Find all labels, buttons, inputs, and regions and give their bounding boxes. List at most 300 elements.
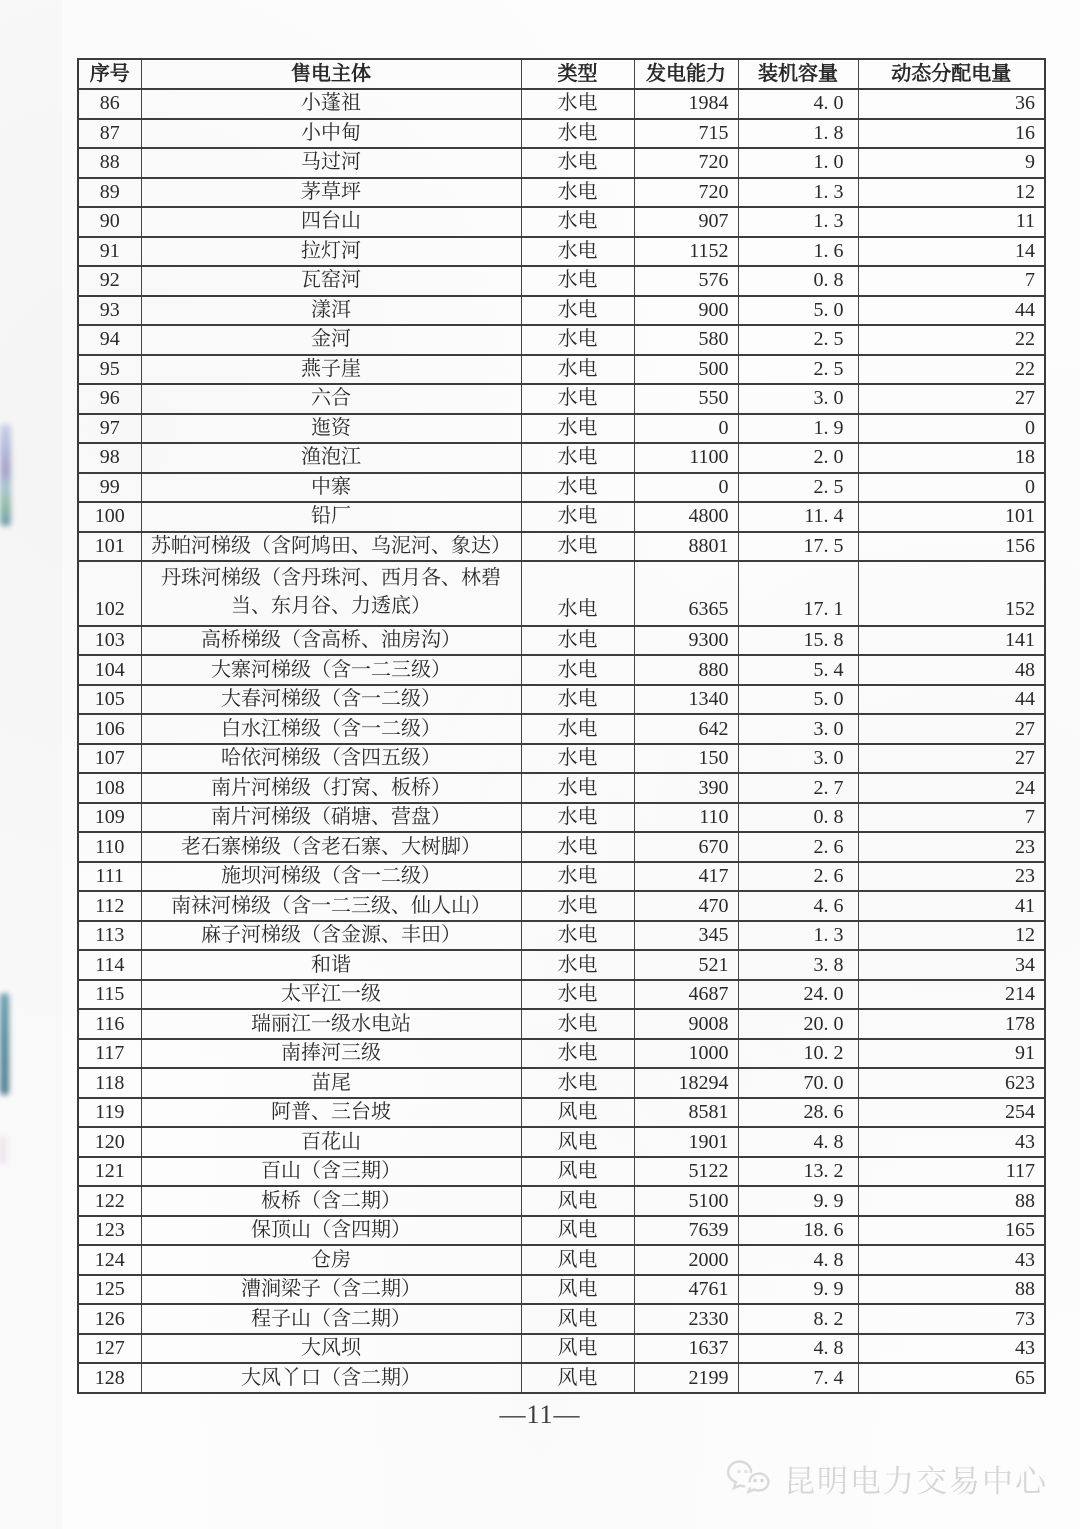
cell-seller-entity: 拉灯河: [141, 237, 521, 267]
cell-generation-capability: 150: [634, 744, 738, 774]
cell-dynamic-allocation: 12: [858, 921, 1045, 951]
cell-dynamic-allocation: 7: [858, 266, 1045, 296]
table-row: [78, 950, 1045, 980]
cell-type: 水电: [521, 862, 634, 892]
cell-installed-capacity: 3. 0: [738, 744, 858, 774]
cell-installed-capacity: 4. 0: [738, 89, 858, 119]
cell-type: 水电: [521, 443, 634, 473]
cell-seller-entity: 大春河梯级（含一二级）: [141, 685, 521, 715]
cell-serial-number: 116: [78, 1009, 141, 1039]
cell-type: 水电: [521, 921, 634, 951]
table-row: [78, 1363, 1045, 1393]
cell-installed-capacity: 3. 0: [738, 384, 858, 414]
cell-installed-capacity: 24. 0: [738, 980, 858, 1010]
cell-dynamic-allocation: 254: [858, 1098, 1045, 1128]
cell-serial-number: 93: [78, 296, 141, 326]
cell-type: 水电: [521, 119, 634, 149]
cell-seller-entity: 茅草坪: [141, 178, 521, 208]
table-row: [78, 626, 1045, 656]
cell-seller-entity: 六合: [141, 384, 521, 414]
table-row: [78, 1304, 1045, 1334]
cell-serial-number: 117: [78, 1039, 141, 1069]
cell-type: 水电: [521, 626, 634, 656]
cell-dynamic-allocation: 23: [858, 832, 1045, 862]
table-row: [78, 148, 1045, 178]
cell-serial-number: 119: [78, 1098, 141, 1128]
cell-generation-capability: 550: [634, 384, 738, 414]
cell-generation-capability: 1340: [634, 685, 738, 715]
cell-type: 水电: [521, 502, 634, 532]
cell-dynamic-allocation: 101: [858, 502, 1045, 532]
cell-type: 风电: [521, 1245, 634, 1275]
table-row: [78, 355, 1045, 385]
cell-dynamic-allocation: 44: [858, 296, 1045, 326]
cell-serial-number: 89: [78, 178, 141, 208]
cell-type: 水电: [521, 355, 634, 385]
cell-dynamic-allocation: 156: [858, 532, 1045, 562]
cell-dynamic-allocation: 14: [858, 237, 1045, 267]
cell-installed-capacity: 0. 8: [738, 803, 858, 833]
cell-dynamic-allocation: 27: [858, 744, 1045, 774]
table-row: [78, 1157, 1045, 1187]
cell-generation-capability: 900: [634, 296, 738, 326]
cell-installed-capacity: 70. 0: [738, 1068, 858, 1098]
cell-installed-capacity: 5. 4: [738, 655, 858, 685]
cell-installed-capacity: 9. 9: [738, 1275, 858, 1305]
cell-dynamic-allocation: 178: [858, 1009, 1045, 1039]
cell-dynamic-allocation: 18: [858, 443, 1045, 473]
cell-seller-entity: 百山（含三期）: [141, 1157, 521, 1187]
table-row: [78, 1245, 1045, 1275]
table-row: [78, 980, 1045, 1010]
table-row: [78, 1009, 1045, 1039]
cell-type: 水电: [521, 325, 634, 355]
cell-installed-capacity: 4. 8: [738, 1127, 858, 1157]
power-allocation-table: [77, 58, 1046, 1394]
cell-type: 风电: [521, 1216, 634, 1246]
cell-seller-entity: 百花山: [141, 1127, 521, 1157]
cell-seller-entity: 苗尾: [141, 1068, 521, 1098]
cell-generation-capability: 642: [634, 714, 738, 744]
cell-seller-entity: 瑞丽江一级水电站: [141, 1009, 521, 1039]
cell-serial-number: 124: [78, 1245, 141, 1275]
cell-generation-capability: 4687: [634, 980, 738, 1010]
cell-seller-entity: 麻子河梯级（含金源、丰田）: [141, 921, 521, 951]
header-type: 类型: [521, 59, 634, 89]
cell-seller-entity: 瓦窑河: [141, 266, 521, 296]
scan-artifact-streak-faint: [0, 1136, 6, 1164]
cell-installed-capacity: 20. 0: [738, 1009, 858, 1039]
cell-installed-capacity: 1. 6: [738, 237, 858, 267]
table-row: [78, 266, 1045, 296]
cell-seller-entity: 小中甸: [141, 119, 521, 149]
scan-artifact-streak-top: [0, 424, 11, 526]
cell-generation-capability: 0: [634, 473, 738, 503]
cell-installed-capacity: 11. 4: [738, 502, 858, 532]
cell-serial-number: 101: [78, 532, 141, 562]
cell-seller-entity: 丹珠河梯级（含丹珠河、西月各、林碧当、东月谷、力透底）: [141, 561, 521, 626]
cell-type: 水电: [521, 803, 634, 833]
cell-seller-entity: 大风坝: [141, 1334, 521, 1364]
cell-type: 水电: [521, 832, 634, 862]
cell-type: 水电: [521, 532, 634, 562]
cell-installed-capacity: 5. 0: [738, 685, 858, 715]
cell-generation-capability: 720: [634, 178, 738, 208]
cell-seller-entity: 中寨: [141, 473, 521, 503]
cell-installed-capacity: 3. 0: [738, 714, 858, 744]
table-row: [78, 384, 1045, 414]
cell-serial-number: 114: [78, 950, 141, 980]
cell-installed-capacity: 7. 4: [738, 1363, 858, 1393]
cell-type: 水电: [521, 237, 634, 267]
cell-serial-number: 95: [78, 355, 141, 385]
cell-generation-capability: 2000: [634, 1245, 738, 1275]
cell-installed-capacity: 8. 2: [738, 1304, 858, 1334]
cell-dynamic-allocation: 48: [858, 655, 1045, 685]
cell-type: 水电: [521, 414, 634, 444]
cell-dynamic-allocation: 165: [858, 1216, 1045, 1246]
cell-installed-capacity: 2. 5: [738, 355, 858, 385]
cell-generation-capability: 1100: [634, 443, 738, 473]
cell-type: 风电: [521, 1157, 634, 1187]
cell-installed-capacity: 2. 6: [738, 862, 858, 892]
cell-serial-number: 113: [78, 921, 141, 951]
cell-generation-capability: 8581: [634, 1098, 738, 1128]
cell-dynamic-allocation: 7: [858, 803, 1045, 833]
header-generation-capability: 发电能力: [634, 59, 738, 89]
cell-generation-capability: 110: [634, 803, 738, 833]
cell-serial-number: 87: [78, 119, 141, 149]
cell-seller-entity: 白水江梯级（含一二级）: [141, 714, 521, 744]
cell-type: 水电: [521, 296, 634, 326]
cell-generation-capability: 5122: [634, 1157, 738, 1187]
table-row: [78, 502, 1045, 532]
cell-type: 水电: [521, 980, 634, 1010]
cell-dynamic-allocation: 117: [858, 1157, 1045, 1187]
cell-type: 水电: [521, 950, 634, 980]
cell-installed-capacity: 17. 5: [738, 532, 858, 562]
table-row: [78, 891, 1045, 921]
table-row: [78, 1098, 1045, 1128]
cell-dynamic-allocation: 12: [858, 178, 1045, 208]
cell-installed-capacity: 1. 3: [738, 178, 858, 208]
cell-seller-entity: 金河: [141, 325, 521, 355]
cell-generation-capability: 470: [634, 891, 738, 921]
cell-generation-capability: 18294: [634, 1068, 738, 1098]
cell-seller-entity: 南片河梯级（硝塘、营盘）: [141, 803, 521, 833]
cell-generation-capability: 670: [634, 832, 738, 862]
cell-dynamic-allocation: 22: [858, 355, 1045, 385]
cell-generation-capability: 576: [634, 266, 738, 296]
cell-serial-number: 110: [78, 832, 141, 862]
cell-type: 水电: [521, 473, 634, 503]
cell-type: 水电: [521, 148, 634, 178]
cell-generation-capability: 7639: [634, 1216, 738, 1246]
cell-type: 水电: [521, 891, 634, 921]
cell-installed-capacity: 17. 1: [738, 561, 858, 626]
cell-seller-entity: 老石寨梯级（含老石寨、大树脚）: [141, 832, 521, 862]
cell-seller-entity: 程子山（含二期）: [141, 1304, 521, 1334]
cell-dynamic-allocation: 88: [858, 1186, 1045, 1216]
scan-shadow-band: [0, 0, 62, 1529]
cell-serial-number: 99: [78, 473, 141, 503]
table-row: [78, 1216, 1045, 1246]
cell-generation-capability: 6365: [634, 561, 738, 626]
cell-type: 水电: [521, 685, 634, 715]
table-row: [78, 414, 1045, 444]
cell-serial-number: 126: [78, 1304, 141, 1334]
cell-serial-number: 96: [78, 384, 141, 414]
cell-serial-number: 118: [78, 1068, 141, 1098]
cell-serial-number: 121: [78, 1157, 141, 1187]
cell-seller-entity: 铅厂: [141, 502, 521, 532]
cell-type: 水电: [521, 384, 634, 414]
cell-serial-number: 107: [78, 744, 141, 774]
table-row: [78, 685, 1045, 715]
cell-generation-capability: 1984: [634, 89, 738, 119]
cell-seller-entity: 迤资: [141, 414, 521, 444]
cell-serial-number: 115: [78, 980, 141, 1010]
cell-installed-capacity: 1. 3: [738, 921, 858, 951]
cell-seller-entity: 和谐: [141, 950, 521, 980]
header-dynamic-allocation: 动态分配电量: [858, 59, 1045, 89]
cell-installed-capacity: 18. 6: [738, 1216, 858, 1246]
cell-installed-capacity: 2. 5: [738, 473, 858, 503]
cell-type: 风电: [521, 1275, 634, 1305]
cell-dynamic-allocation: 23: [858, 862, 1045, 892]
cell-type: 水电: [521, 744, 634, 774]
cell-serial-number: 103: [78, 626, 141, 656]
table-row: [78, 119, 1045, 149]
cell-dynamic-allocation: 88: [858, 1275, 1045, 1305]
cell-seller-entity: 仓房: [141, 1245, 521, 1275]
cell-generation-capability: 1637: [634, 1334, 738, 1364]
cell-generation-capability: 390: [634, 773, 738, 803]
table-header: [78, 59, 1045, 89]
cell-seller-entity: 南袜河梯级（含一二三级、仙人山）: [141, 891, 521, 921]
cell-seller-entity: 南捧河三级: [141, 1039, 521, 1069]
cell-dynamic-allocation: 9: [858, 148, 1045, 178]
cell-seller-entity: 太平江一级: [141, 980, 521, 1010]
cell-dynamic-allocation: 43: [858, 1245, 1045, 1275]
cell-installed-capacity: 4. 8: [738, 1334, 858, 1364]
cell-generation-capability: 715: [634, 119, 738, 149]
cell-generation-capability: 880: [634, 655, 738, 685]
cell-serial-number: 86: [78, 89, 141, 119]
cell-installed-capacity: 1. 9: [738, 414, 858, 444]
cell-installed-capacity: 1. 3: [738, 207, 858, 237]
cell-dynamic-allocation: 11: [858, 207, 1045, 237]
table-row: [78, 921, 1045, 951]
cell-seller-entity: 漾洱: [141, 296, 521, 326]
table-row: [78, 237, 1045, 267]
cell-serial-number: 106: [78, 714, 141, 744]
cell-seller-entity: 漕涧梁子（含二期）: [141, 1275, 521, 1305]
table-row: [78, 1275, 1045, 1305]
cell-serial-number: 125: [78, 1275, 141, 1305]
cell-installed-capacity: 9. 9: [738, 1186, 858, 1216]
cell-dynamic-allocation: 65: [858, 1363, 1045, 1393]
cell-installed-capacity: 2. 0: [738, 443, 858, 473]
table-row: [78, 207, 1045, 237]
cell-generation-capability: 1152: [634, 237, 738, 267]
table-row: [78, 325, 1045, 355]
cell-dynamic-allocation: 44: [858, 685, 1045, 715]
table-row: [78, 773, 1045, 803]
table-body: [78, 89, 1045, 1393]
table-row: [78, 1127, 1045, 1157]
cell-type: 水电: [521, 561, 634, 626]
table-row: [78, 1334, 1045, 1364]
cell-seller-entity: 苏帕河梯级（含阿鸠田、乌泥河、象达）: [141, 532, 521, 562]
cell-generation-capability: 9300: [634, 626, 738, 656]
cell-dynamic-allocation: 24: [858, 773, 1045, 803]
cell-dynamic-allocation: 43: [858, 1334, 1045, 1364]
cell-serial-number: 122: [78, 1186, 141, 1216]
cell-serial-number: 128: [78, 1363, 141, 1393]
cell-installed-capacity: 13. 2: [738, 1157, 858, 1187]
table-row: [78, 803, 1045, 833]
cell-serial-number: 98: [78, 443, 141, 473]
cell-type: 水电: [521, 178, 634, 208]
cell-dynamic-allocation: 73: [858, 1304, 1045, 1334]
cell-installed-capacity: 28. 6: [738, 1098, 858, 1128]
header-installed-capacity: 装机容量: [738, 59, 858, 89]
cell-dynamic-allocation: 43: [858, 1127, 1045, 1157]
table-row: [78, 744, 1045, 774]
table-row: [78, 443, 1045, 473]
table-row: [78, 862, 1045, 892]
header-serial-number: 序号: [78, 59, 141, 89]
cell-serial-number: 123: [78, 1216, 141, 1246]
table-row: [78, 296, 1045, 326]
cell-seller-entity: 高桥梯级（含高桥、油房沟）: [141, 626, 521, 656]
cell-generation-capability: 1901: [634, 1127, 738, 1157]
cell-seller-entity: 阿普、三台坡: [141, 1098, 521, 1128]
cell-serial-number: 112: [78, 891, 141, 921]
cell-seller-entity: 哈依河梯级（含四五级）: [141, 744, 521, 774]
cell-generation-capability: 521: [634, 950, 738, 980]
cell-serial-number: 109: [78, 803, 141, 833]
cell-dynamic-allocation: 91: [858, 1039, 1045, 1069]
cell-installed-capacity: 2. 6: [738, 832, 858, 862]
cell-generation-capability: 2199: [634, 1363, 738, 1393]
page-number: —11—: [499, 1400, 581, 1429]
cell-serial-number: 100: [78, 502, 141, 532]
cell-type: 水电: [521, 1009, 634, 1039]
cell-generation-capability: 4800: [634, 502, 738, 532]
cell-seller-entity: 燕子崖: [141, 355, 521, 385]
table-row: [78, 532, 1045, 562]
table-row: [78, 832, 1045, 862]
cell-dynamic-allocation: 22: [858, 325, 1045, 355]
cell-generation-capability: 2330: [634, 1304, 738, 1334]
table-row: [78, 1186, 1045, 1216]
cell-installed-capacity: 10. 2: [738, 1039, 858, 1069]
cell-installed-capacity: 5. 0: [738, 296, 858, 326]
cell-generation-capability: 417: [634, 862, 738, 892]
cell-type: 风电: [521, 1363, 634, 1393]
cell-type: 风电: [521, 1186, 634, 1216]
cell-seller-entity: 大寨河梯级（含一二三级）: [141, 655, 521, 685]
cell-seller-entity: 板桥（含二期）: [141, 1186, 521, 1216]
cell-dynamic-allocation: 27: [858, 384, 1045, 414]
cell-serial-number: 127: [78, 1334, 141, 1364]
table-row: [78, 561, 1045, 626]
table-row: [78, 178, 1045, 208]
cell-type: 水电: [521, 207, 634, 237]
cell-type: 水电: [521, 714, 634, 744]
cell-type: 水电: [521, 266, 634, 296]
cell-installed-capacity: 2. 5: [738, 325, 858, 355]
header-row: [78, 59, 1045, 89]
cell-seller-entity: 大风丫口（含二期）: [141, 1363, 521, 1393]
cell-installed-capacity: 4. 8: [738, 1245, 858, 1275]
cell-type: 风电: [521, 1098, 634, 1128]
cell-type: 风电: [521, 1334, 634, 1364]
cell-serial-number: 94: [78, 325, 141, 355]
cell-dynamic-allocation: 27: [858, 714, 1045, 744]
cell-seller-entity: 南片河梯级（打窝、板桥）: [141, 773, 521, 803]
cell-serial-number: 90: [78, 207, 141, 237]
cell-installed-capacity: 4. 6: [738, 891, 858, 921]
cell-generation-capability: 5100: [634, 1186, 738, 1216]
table-row: [78, 714, 1045, 744]
cell-type: 水电: [521, 655, 634, 685]
cell-generation-capability: 907: [634, 207, 738, 237]
cell-dynamic-allocation: 0: [858, 414, 1045, 444]
table-row: [78, 1039, 1045, 1069]
cell-dynamic-allocation: 34: [858, 950, 1045, 980]
table-row: [78, 1068, 1045, 1098]
cell-serial-number: 97: [78, 414, 141, 444]
cell-dynamic-allocation: 141: [858, 626, 1045, 656]
cell-serial-number: 120: [78, 1127, 141, 1157]
cell-serial-number: 88: [78, 148, 141, 178]
cell-generation-capability: 345: [634, 921, 738, 951]
cell-serial-number: 108: [78, 773, 141, 803]
cell-type: 风电: [521, 1127, 634, 1157]
cell-type: 风电: [521, 1304, 634, 1334]
cell-generation-capability: 0: [634, 414, 738, 444]
table-row: [78, 473, 1045, 503]
cell-serial-number: 111: [78, 862, 141, 892]
cell-dynamic-allocation: 214: [858, 980, 1045, 1010]
cell-generation-capability: 1000: [634, 1039, 738, 1069]
cell-generation-capability: 9008: [634, 1009, 738, 1039]
cell-serial-number: 92: [78, 266, 141, 296]
cell-seller-entity: 小蓬祖: [141, 89, 521, 119]
cell-serial-number: 104: [78, 655, 141, 685]
cell-installed-capacity: 3. 8: [738, 950, 858, 980]
cell-type: 水电: [521, 1039, 634, 1069]
cell-generation-capability: 8801: [634, 532, 738, 562]
table-row: [78, 655, 1045, 685]
cell-installed-capacity: 2. 7: [738, 773, 858, 803]
cell-serial-number: 105: [78, 685, 141, 715]
cell-type: 水电: [521, 1068, 634, 1098]
footer-watermark: [727, 1456, 1048, 1501]
header-seller-entity: 售电主体: [141, 59, 521, 89]
table-row: [78, 89, 1045, 119]
cell-seller-entity: 保顶山（含四期）: [141, 1216, 521, 1246]
cell-generation-capability: 580: [634, 325, 738, 355]
cell-generation-capability: 720: [634, 148, 738, 178]
cell-dynamic-allocation: 623: [858, 1068, 1045, 1098]
cell-seller-entity: 马过河: [141, 148, 521, 178]
cell-installed-capacity: 1. 0: [738, 148, 858, 178]
cell-dynamic-allocation: 36: [858, 89, 1045, 119]
